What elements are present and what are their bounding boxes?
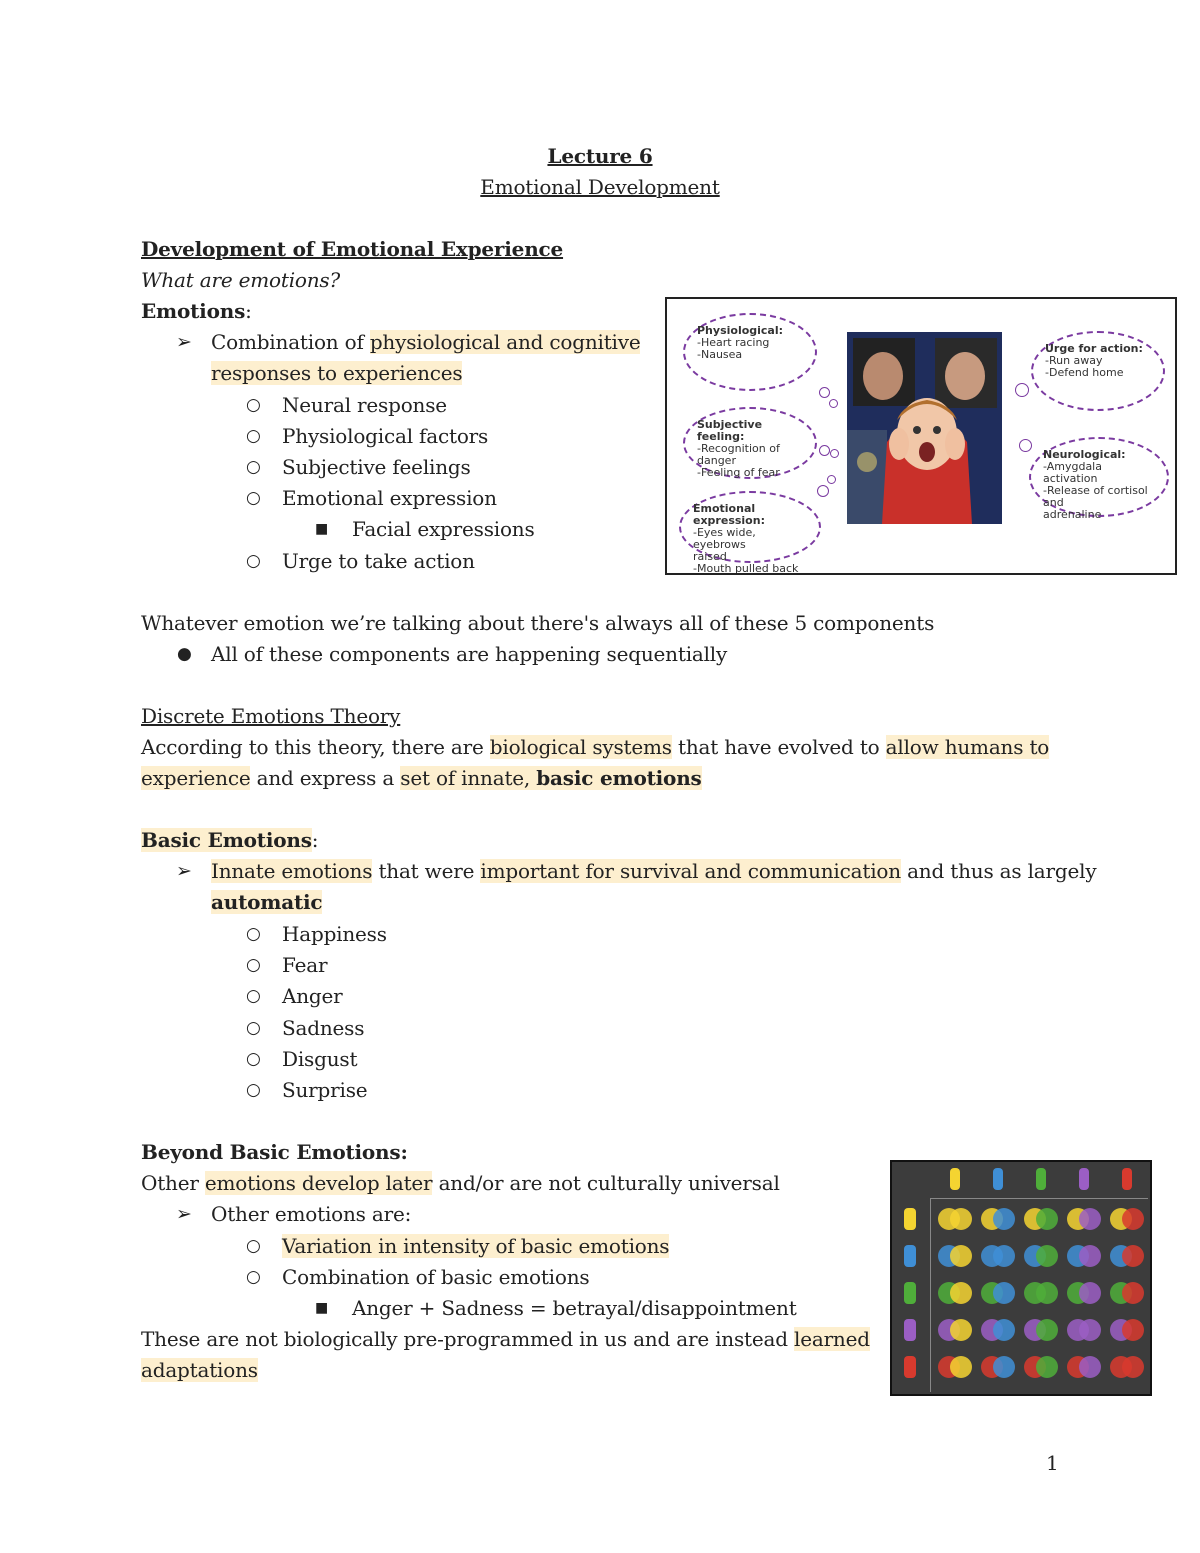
row-header-fear [904, 1319, 916, 1341]
urge-for-action-cloud: Urge for action: -Run away -Defend home [1031, 331, 1165, 411]
row-header-disgust [904, 1282, 916, 1304]
neurological-cloud: Neurological: -Amygdala activation -Release of cortisol and adrenaline [1029, 437, 1169, 517]
combination-circle [950, 1282, 972, 1304]
emotions-definition-cont: responses to experiences [211, 361, 463, 385]
combination-circle [993, 1245, 1015, 1267]
physiological-cloud: Physiological: -Heart racing -Nausea [683, 313, 817, 391]
combination-circle [1079, 1319, 1101, 1341]
circle-bullet: ○ [246, 426, 261, 446]
emotion-combination-grid [890, 1160, 1152, 1396]
circle-bullet: ○ [246, 924, 261, 944]
page-number: 1 [1046, 1451, 1059, 1475]
emotional-expression-cloud: Emotional expression: -Eyes wide, eyebrows raised -Mouth pulled back [679, 491, 821, 563]
square-bullet: ■ [315, 1300, 329, 1316]
list-item: Disgust [282, 1047, 358, 1071]
closing-paragraph: These are not biologically pre-programmed in us and are instead learned [141, 1327, 870, 1351]
list-item: Anger + Sadness = betrayal/disappointment [352, 1296, 797, 1320]
square-bullet: ■ [315, 521, 329, 537]
circle-bullet: ○ [246, 955, 261, 975]
list-item: Subjective feelings [282, 455, 471, 479]
circle-bullet: ○ [246, 488, 261, 508]
combination-circle [1036, 1282, 1058, 1304]
combination-circle [1036, 1356, 1058, 1378]
circle-bullet: ○ [246, 1236, 261, 1256]
subjective-feeling-cloud: Subjective feeling: -Recognition of danger -Feeling of fear [683, 407, 817, 479]
basic-emotions-definition-cont: automatic [211, 890, 323, 914]
combination-circle [1122, 1356, 1144, 1378]
combination-circle [993, 1356, 1015, 1378]
combination-circle [993, 1282, 1015, 1304]
column-header-fear [1079, 1168, 1089, 1190]
circle-bullet: ○ [246, 1018, 261, 1038]
combination-circle [1122, 1282, 1144, 1304]
list-item: Combination of basic emotions [282, 1265, 590, 1289]
question-text: What are emotions? [141, 268, 341, 292]
arrow-bullet: ➢ [176, 1203, 192, 1225]
emotion-components-figure [665, 297, 1177, 575]
combination-circle [950, 1208, 972, 1230]
beyond-paragraph: Other emotions develop later and/or are not culturally universal [141, 1171, 780, 1195]
page-title: Lecture 6 [547, 144, 653, 168]
combination-circle [1079, 1282, 1101, 1304]
combination-circle [1122, 1319, 1144, 1341]
column-header-joy [950, 1168, 960, 1190]
combination-circle [1122, 1245, 1144, 1267]
basic-emotions-term: Basic Emotions: [141, 828, 319, 852]
list-item: Surprise [282, 1078, 368, 1102]
row-header-anger [904, 1356, 916, 1378]
combination-circle [950, 1245, 972, 1267]
components-statement: Whatever emotion we’re talking about there's always all of these 5 components [141, 611, 935, 635]
closing-paragraph-cont: adaptations [141, 1358, 258, 1382]
combination-circle [1079, 1356, 1101, 1378]
basic-emotions-definition: Innate emotions that were important for survival and communication and thus as largely [211, 859, 1097, 883]
combination-circle [1079, 1245, 1101, 1267]
column-header-sadness [993, 1168, 1003, 1190]
arrow-bullet: ➢ [176, 860, 192, 882]
list-item: Urge to take action [282, 549, 475, 573]
circle-bullet: ○ [246, 551, 261, 571]
theory-paragraph: According to this theory, there are biological systems that have evolved to allow humans to [141, 735, 1050, 759]
list-item: Anger [282, 984, 343, 1008]
arrow-bullet: ➢ [176, 331, 192, 353]
list-item: Fear [282, 953, 328, 977]
combination-circle [993, 1208, 1015, 1230]
other-emotions-item: Other emotions are: [211, 1202, 412, 1226]
list-item: Variation in intensity of basic emotions [282, 1234, 670, 1258]
list-item: Physiological factors [282, 424, 489, 448]
theory-paragraph-cont: experience and express a set of innate, basic emotions [141, 766, 702, 790]
column-header-anger [1122, 1168, 1132, 1190]
row-header-sadness [904, 1245, 916, 1267]
sequential-bullet: All of these components are happening sequentially [211, 642, 728, 666]
combination-circle [950, 1319, 972, 1341]
column-header-disgust [1036, 1168, 1046, 1190]
dot-bullet: ● [177, 644, 192, 664]
combination-circle [1036, 1208, 1058, 1230]
discrete-theory-heading: Discrete Emotions Theory [141, 704, 401, 728]
circle-bullet: ○ [246, 1267, 261, 1287]
beyond-basic-heading: Beyond Basic Emotions: [141, 1140, 408, 1164]
circle-bullet: ○ [246, 395, 261, 415]
term-emotions: Emotions: [141, 299, 252, 323]
home-alone-photo [847, 332, 1002, 524]
circle-bullet: ○ [246, 986, 261, 1006]
list-item: Emotional expression [282, 486, 497, 510]
list-item: Happiness [282, 922, 387, 946]
page-subtitle: Emotional Development [480, 175, 720, 199]
list-item: Sadness [282, 1016, 365, 1040]
emotions-definition: Combination of physiological and cognitive [211, 330, 641, 354]
circle-bullet: ○ [246, 1049, 261, 1069]
list-item: Neural response [282, 393, 447, 417]
combination-circle [950, 1356, 972, 1378]
combination-circle [1036, 1319, 1058, 1341]
combination-circle [993, 1319, 1015, 1341]
circle-bullet: ○ [246, 1080, 261, 1100]
combination-circle [1122, 1208, 1144, 1230]
row-header-joy [904, 1208, 916, 1230]
circle-bullet: ○ [246, 457, 261, 477]
list-item: Facial expressions [352, 517, 535, 541]
combination-circle [1079, 1208, 1101, 1230]
section-heading: Development of Emotional Experience [141, 237, 564, 261]
combination-circle [1036, 1245, 1058, 1267]
